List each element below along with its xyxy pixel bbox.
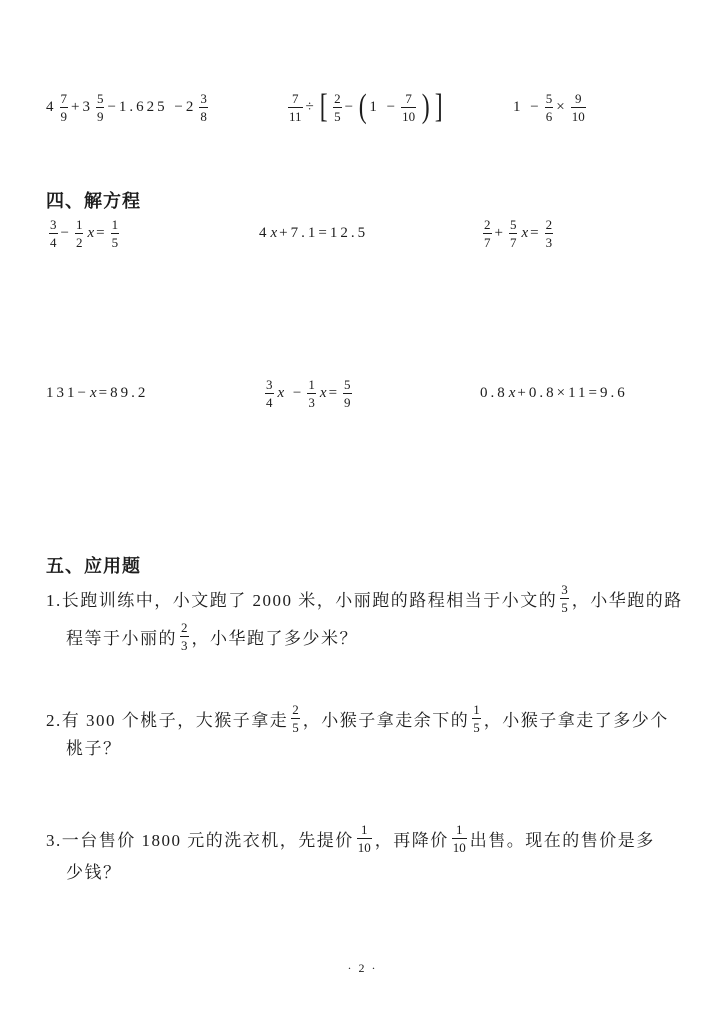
- text-run: +3: [71, 98, 93, 115]
- variable-x: x: [87, 224, 95, 241]
- section-heading-equations: 四、解方程: [46, 191, 141, 212]
- fraction-numerator: 1: [308, 376, 315, 392]
- fraction: [49, 217, 58, 250]
- text-run: 1.长跑训练中，小文跑了 2000 米，小丽跑的路程相当于小文的: [46, 590, 558, 610]
- text-run: 4: [46, 98, 57, 115]
- fraction: [571, 91, 586, 124]
- calculation-expression-2: [285, 87, 446, 127]
- fraction-numerator: 1: [473, 701, 480, 717]
- variable-x: x: [319, 384, 327, 401]
- text-run: ，小猴子拿走了多少个: [483, 710, 669, 730]
- fraction: [180, 620, 189, 653]
- text-run: −: [286, 384, 305, 401]
- fraction: [545, 217, 554, 250]
- fraction-numerator: 9: [574, 90, 582, 106]
- text-run: 0.8: [480, 384, 508, 401]
- fraction: [357, 822, 372, 855]
- text-run: =89.2: [98, 384, 149, 401]
- fraction-denominator: 10: [402, 108, 416, 124]
- fraction-numerator: 2: [545, 216, 553, 232]
- fraction-numerator: 7: [292, 90, 299, 106]
- text-run: 1 −: [369, 98, 399, 115]
- text-run: =: [530, 224, 542, 241]
- problem-2-line-1: [46, 698, 669, 738]
- text-run: 1 −: [513, 98, 542, 115]
- equation-1: [46, 213, 122, 253]
- problem-1-line-1: [46, 578, 683, 618]
- fraction-denominator: 10: [571, 108, 585, 124]
- fraction-numerator: 3: [266, 376, 273, 392]
- equation-4: [46, 373, 148, 413]
- problem-3-line-1: [46, 818, 655, 858]
- text-run: 3.一台售价 1800 元的洗衣机，先提价: [46, 830, 354, 850]
- fraction-numerator: 1: [361, 821, 368, 837]
- fraction: [472, 702, 481, 735]
- problem-2-line-2: [66, 726, 122, 766]
- bracket: ]: [435, 88, 444, 125]
- text-run: 2.有 300 个桃子，大猴子拿走: [46, 710, 289, 730]
- fraction-numerator: 2: [334, 90, 341, 106]
- text-run: ，再降价: [374, 830, 449, 850]
- variable-x: x: [508, 384, 516, 401]
- text-run: ，小华跑的路: [571, 590, 683, 610]
- fraction-denominator: 8: [200, 108, 207, 124]
- fraction: [545, 91, 554, 124]
- fraction: [111, 217, 120, 250]
- fraction-numerator: 3: [200, 90, 207, 106]
- text-run: 桃子？: [66, 738, 122, 758]
- fraction: [509, 217, 518, 250]
- text-run: −1.625 −2: [107, 98, 197, 115]
- text-run: +: [494, 224, 506, 241]
- fraction-denominator: 4: [266, 394, 273, 410]
- fraction: [75, 217, 84, 250]
- fraction: [199, 91, 208, 124]
- fraction-numerator: 3: [50, 216, 57, 232]
- fraction-numerator: 5: [96, 90, 104, 106]
- variable-x: x: [277, 384, 285, 401]
- text-run: 4: [259, 224, 270, 241]
- fraction: [265, 377, 274, 410]
- fraction-denominator: 9: [96, 108, 104, 124]
- text-run: −: [344, 98, 357, 115]
- text-run: 131−: [46, 384, 89, 401]
- fraction-denominator: 5: [561, 599, 568, 615]
- section-heading-word-problems: 五、应用题: [46, 556, 141, 577]
- equation-5: [262, 373, 355, 413]
- text-run: ÷: [305, 98, 317, 115]
- fraction-denominator: 7: [484, 234, 491, 250]
- fraction-denominator: 2: [75, 234, 83, 250]
- fraction: [401, 91, 416, 124]
- fraction-numerator: 7: [405, 90, 412, 106]
- bracket: [: [319, 88, 328, 125]
- problem-3-line-2: [66, 850, 122, 890]
- fraction: [96, 91, 105, 124]
- bracket: (: [358, 88, 367, 125]
- fraction: [291, 702, 300, 735]
- fraction-denominator: 4: [50, 234, 57, 250]
- text-run: 出售。现在的售价是多: [469, 830, 655, 850]
- fraction-numerator: 2: [484, 216, 491, 232]
- fraction-numerator: 1: [111, 216, 119, 232]
- fraction: [60, 91, 69, 124]
- variable-x: x: [270, 224, 278, 241]
- fraction-numerator: 5: [509, 216, 517, 232]
- fraction-numerator: 2: [181, 619, 188, 635]
- fraction: [560, 582, 569, 615]
- equation-6: [480, 373, 628, 413]
- fraction-denominator: 3: [308, 394, 315, 410]
- fraction: [307, 377, 316, 410]
- text-run: +0.8×11=9.6: [517, 384, 628, 401]
- fraction: [288, 91, 303, 124]
- fraction: [333, 91, 342, 124]
- text-run: ×: [556, 98, 568, 115]
- fraction-denominator: 5: [111, 234, 119, 250]
- text-run: =: [96, 224, 108, 241]
- fraction-numerator: 2: [292, 701, 299, 717]
- text-run: 程等于小丽的: [66, 628, 177, 648]
- fraction-denominator: 7: [509, 234, 517, 250]
- fraction-numerator: 1: [75, 216, 83, 232]
- fraction-denominator: 3: [181, 637, 188, 653]
- text-run: −: [60, 224, 72, 241]
- fraction: [483, 217, 492, 250]
- fraction-numerator: 7: [60, 90, 67, 106]
- fraction: [452, 822, 467, 855]
- text-run: ，小猴子拿走余下的: [302, 710, 470, 730]
- fraction-denominator: 5: [334, 108, 341, 124]
- fraction-denominator: 6: [545, 108, 553, 124]
- fraction-denominator: 10: [357, 839, 371, 855]
- fraction-denominator: 9: [60, 108, 67, 124]
- fraction: [343, 377, 352, 410]
- variable-x: x: [521, 224, 529, 241]
- fraction-denominator: 11: [289, 108, 302, 124]
- equation-2: [259, 213, 368, 253]
- fraction-denominator: 10: [452, 839, 466, 855]
- fraction-numerator: 5: [545, 90, 553, 106]
- fraction-denominator: 5: [473, 719, 480, 735]
- fraction-numerator: 3: [561, 581, 568, 597]
- problem-1-line-2: [66, 616, 358, 656]
- fraction-denominator: 5: [292, 719, 299, 735]
- fraction-numerator: 5: [344, 376, 351, 392]
- equation-3: [480, 213, 556, 253]
- text-run: 少钱？: [66, 862, 122, 882]
- text-run: ，小华跑了多少米？: [191, 628, 358, 648]
- text-run: =: [328, 384, 341, 401]
- page-number: · 2 ·: [347, 961, 378, 975]
- fraction-denominator: 9: [344, 394, 351, 410]
- fraction-denominator: 3: [545, 234, 553, 250]
- bracket: ): [421, 88, 430, 125]
- calculation-expression-1: [46, 87, 211, 127]
- calculation-expression-3: [513, 87, 589, 127]
- fraction-numerator: 1: [456, 821, 463, 837]
- variable-x: x: [89, 384, 97, 401]
- text-run: +7.1=12.5: [279, 224, 369, 241]
